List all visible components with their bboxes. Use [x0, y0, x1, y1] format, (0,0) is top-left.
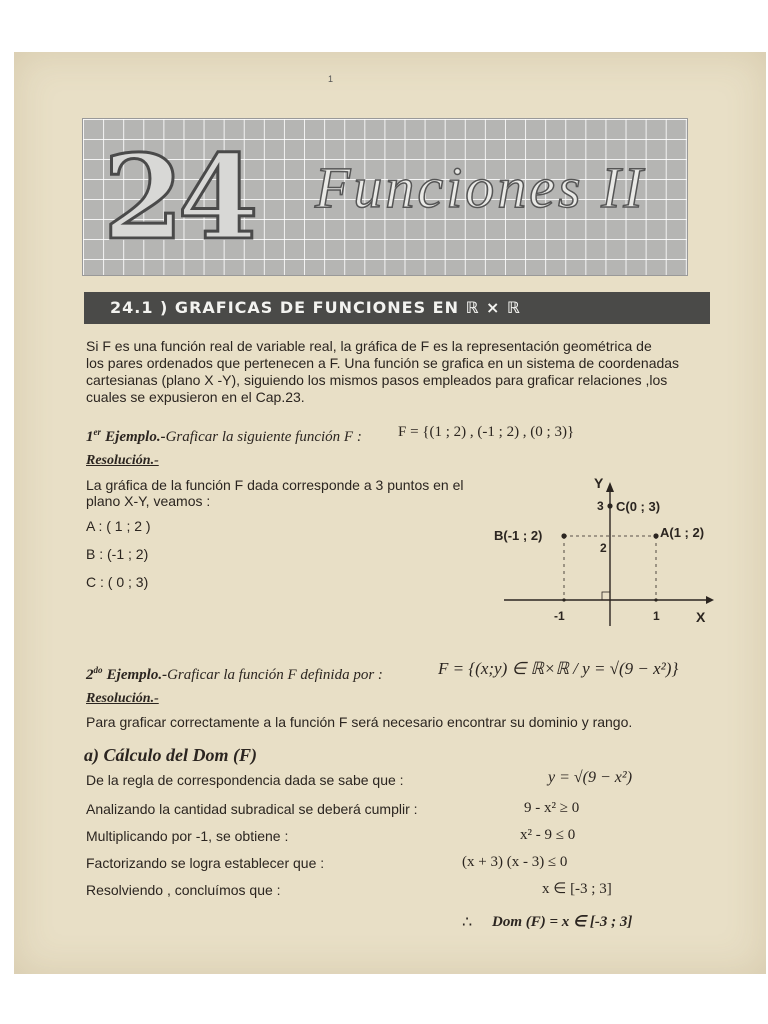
intro-line: cartesianas (plano X -Y), siguiendo los mismos pasos empleados para graficar relaciones ,los [86, 372, 668, 388]
example2-label: Ejemplo.- [106, 667, 168, 683]
tick-y3: 3 [597, 499, 604, 513]
point-B-label: B : (-1 ; 2) [86, 546, 149, 562]
point-B-text: B(-1 ; 2) [494, 528, 543, 543]
intro-paragraph [86, 338, 718, 406]
point-C [607, 503, 612, 508]
intro-line: Si F es una función real de variable real, la gráfica de F es la representación geométrica de [86, 338, 652, 354]
section-title: 24.1 ) GRAFICAS DE FUNCIONES EN ℝ × ℝ [110, 298, 521, 317]
therefore-symbol: ∴ [462, 914, 473, 931]
point-C-label: C : ( 0 ; 3) [86, 574, 149, 590]
example2-task: Graficar la función F definida por : [167, 667, 383, 683]
intro-line: cuales se expusieron en el Cap.23. [86, 389, 305, 405]
step-text: Resolviendo , concluímos que : [86, 882, 281, 898]
example1-ordinal-sup: er [93, 427, 101, 437]
step-text: Analizando la cantidad subradical se deberá cumplir : [86, 801, 418, 817]
tick-y2: 2 [600, 541, 607, 555]
point-A-label: A : ( 1 ; 2 ) [86, 518, 151, 534]
example2-text: Para graficar correctamente a la función F será necesario encontrar su dominio y rango. [86, 714, 633, 730]
step-math: y = √(9 − x²) [548, 769, 633, 786]
example1-text: plano X-Y, veamos : [86, 493, 211, 509]
chapter-number: 24 [103, 130, 253, 266]
example2-resolution-label: Resolución.- [86, 691, 159, 706]
example1-task: Graficar la siguiente función F : [165, 429, 362, 445]
step-text: Factorizando se logra establecer que : [86, 855, 325, 871]
step-math: (x + 3) (x - 3) ≤ 0 [462, 854, 568, 870]
point-A-text: A(1 ; 2) [660, 525, 705, 540]
tick-xm1: -1 [554, 609, 565, 623]
point-C-text: C(0 ; 3) [616, 499, 661, 514]
book-page [14, 52, 766, 974]
axis-x-label: X [696, 609, 706, 625]
x-axis-arrow [706, 596, 714, 604]
origin-mark [602, 592, 610, 600]
step-math: x² - 9 ≤ 0 [520, 827, 576, 843]
example1-set: F = {(1 ; 2) , (-1 ; 2) , (0 ; 3)} [398, 424, 575, 440]
chapter-title: Funciones II [315, 155, 646, 220]
example1-resolution-label: Resolución.- [86, 453, 159, 468]
conclusion: Dom (F) = x ∈ [-3 ; 3] [492, 914, 633, 930]
axis-y-label: Y [594, 476, 604, 491]
intro-line: los pares ordenados que pertenecen a F. Una función se grafica en un sistema de coordenadas [86, 355, 680, 371]
example1-ordinal: 1 [86, 429, 94, 445]
point-B [561, 533, 566, 538]
example2-ordinal-sup: do [93, 665, 103, 675]
tick-xm1-mark [562, 598, 565, 601]
step-text: De la regla de correspondencia dada se sabe que : [86, 772, 404, 788]
example1-label: Ejemplo.- [105, 429, 166, 445]
step-text: Multiplicando por -1, se obtiene : [86, 828, 289, 844]
tick-x1-mark [654, 598, 657, 601]
point-A [653, 533, 658, 538]
page-number: 1 [328, 74, 334, 84]
subsection-a-title: a) Cálculo del Dom (F) [84, 745, 257, 765]
chapter-banner [82, 118, 688, 276]
example1-text: La gráfica de la función F dada corresponde a 3 puntos en el [86, 477, 464, 493]
step-math: 9 - x² ≥ 0 [524, 800, 580, 816]
example1-heading [86, 424, 362, 446]
y-axis-arrow [606, 482, 614, 492]
section-header [84, 292, 710, 324]
step-math: x ∈ [-3 ; 3] [542, 881, 612, 897]
example2-ordinal: 2 [86, 667, 94, 683]
points-graph [492, 476, 722, 634]
example2-set: F = {(x;y) ∈ ℝ×ℝ / y = √(9 − x²)} [438, 659, 679, 678]
tick-x1: 1 [653, 609, 660, 623]
example2-heading [86, 662, 383, 684]
